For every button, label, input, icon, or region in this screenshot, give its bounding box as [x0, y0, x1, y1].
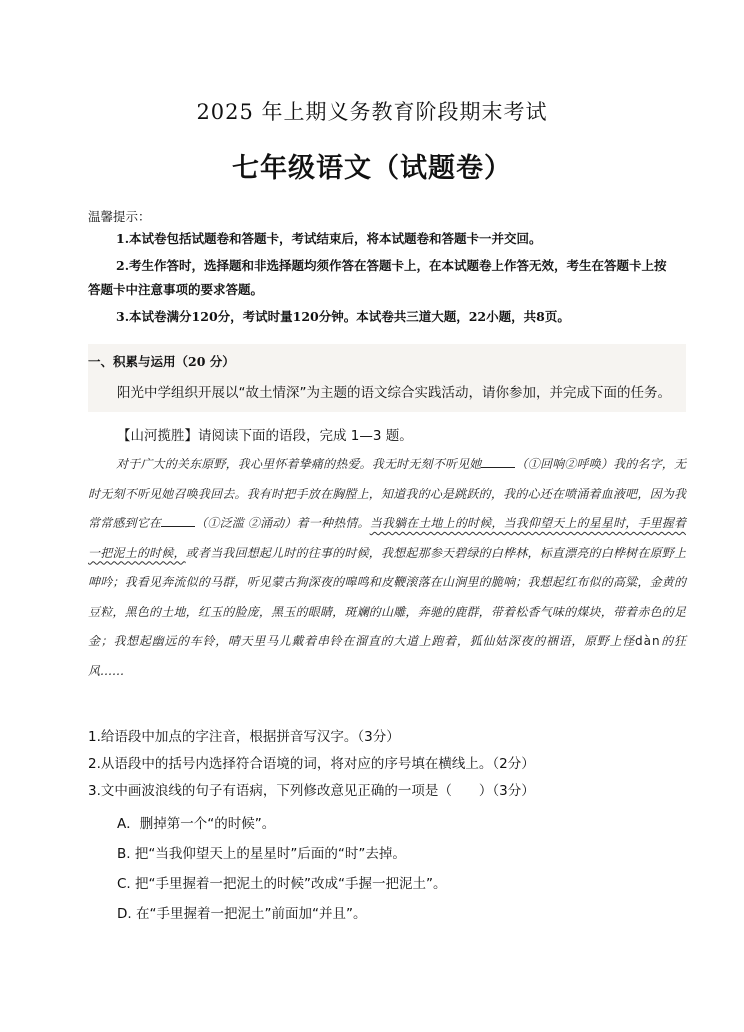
question-2: 2.从语段中的括号内选择符合语境的词，将对应的序号填在横线上。（2分）	[88, 756, 535, 772]
notice-item-1: 1.本试卷包括试题卷和答题卡，考试结束后，将本试题卷和答题卡一并交回。	[116, 231, 542, 246]
reading-passage	[88, 450, 686, 686]
passage-paragraph	[88, 450, 686, 686]
notice-item-2: 2.考生作答时，选择题和非选择题均须作答在答题卡上，在本试题卷上作答无效，考生在答题卡上按答题卡中注意事项的要求答题。	[88, 258, 667, 297]
question-1: 1.给语段中加点的字注音，根据拼音写汉字。（3分）	[88, 729, 400, 745]
fill-blank-2	[161, 512, 195, 527]
pinyin-dan: dàn	[634, 634, 661, 648]
exam-title: 2025 年上期义务教育阶段期末考试	[196, 100, 548, 124]
question-list	[88, 728, 688, 935]
option-b: B. 把“当我仰望天上的星星时”后面的“时”去掉。	[117, 846, 406, 862]
fill-blank-1	[481, 453, 515, 468]
passage-subhead: 【山河揽胜】请阅读下面的语段，完成 1—3 题。	[117, 428, 413, 444]
passage-text-5: 的狂风……	[88, 634, 686, 678]
notice-heading: 温馨提示：	[88, 209, 151, 224]
question-3-options	[88, 815, 688, 935]
passage-text-3: （①泛滥 ②涌动）着一种热情。	[195, 516, 370, 530]
wavy-underlined-sentence: 当我躺在土地上的时候，当我仰望天上的星星时，手里握着一把泥土的时候，	[88, 516, 686, 560]
exam-subtitle: 七年级语文（试题卷）	[232, 153, 512, 184]
passage-text-4: 或者当我回想起儿时的往事的时候，我想起那参天碧绿的白桦林，标直漂亮的白桦树在原野上呻吟；我看见奔流似的马群，听见蒙古狗深夜的嗥鸣和皮鞭滚落在山涧里的脆响；我想起红布似的高粱，金黄的豆粒，黑色的土地，红玉的脸庞，黑玉的眼睛，斑斓的山雕，奔驰的鹿群，带着松香气味的煤块，带着赤色的足金；我想起幽远的车铃，晴天里马儿戴着串铃在溜直的大道上跑着，狐仙姑深夜的祵语，原野上怪	[88, 545, 686, 648]
section-intro: 阳光中学组织开展以“故土情深”为主题的语文综合实践活动，请你参加，并完成下面的任务。	[117, 385, 671, 401]
option-c: C. 把“手里握着一把泥土的时候”改成“手握一把泥土”。	[117, 876, 447, 892]
question-3: 3.文中画波浪线的句子有语病，下列修改意见正确的一项是（ ）（3分）	[88, 783, 535, 799]
notice-block	[88, 206, 668, 332]
option-d: D. 在“手里握着一把泥土”前面加“并且”。	[117, 906, 367, 922]
option-a: A．删掉第一个“的时候”。	[117, 816, 276, 832]
passage-text-2: （①回响②呼唤）我的名字，无时无刻不听见她召唤我回去。我有时把手放在胸膛上，知道我的心是跳跃的，我的心还在喷涌着血液吧，因为我常常感到它在	[88, 457, 686, 530]
passage-text-1: 对于广大的关东原野，我心里怀着挚痛的热爱。我无时无刻不听见她	[116, 457, 482, 471]
section-title: 一、积累与运用（20 分）	[88, 354, 235, 369]
notice-item-3: 3.本试卷满分120分，考试时量120分钟。本试卷共三道大题，22小题，共8页。	[116, 309, 570, 324]
